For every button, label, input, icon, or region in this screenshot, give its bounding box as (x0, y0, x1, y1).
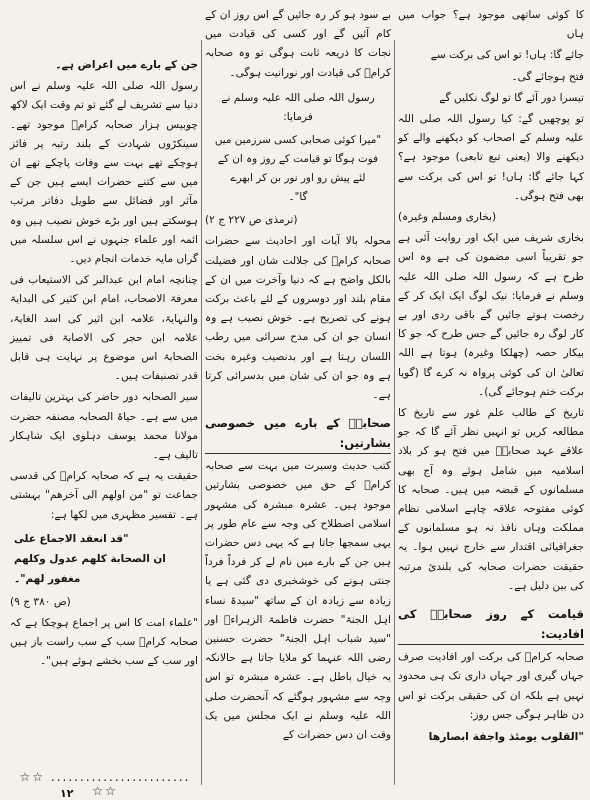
paragraph: محولہ بالا آیات اور احادیث سے حضرات صحابہ کرامؓ کی جلالت شان اور فضیلت بالکل واضح ہے کہ دنیا وآخرت میں ان کے مقام بلند اور دوسروں کے لئے باعث برکت ہونے کی تصریح ہے۔ خوش نصیب ہے وہ انسان جو ان کی مدح سرائی میں رطب اللسان رہتا ہے اور بدنصیب وغیرہ بخت ہے وہ جو ان کی شان میں بدسرائی کرتا ہے۔ (205, 235, 391, 402)
paragraph: "علماء امت کا اس پر اجماع ہوچکا ہے کہ صحابہ کرامؓ سب کے سب راست باز ہیں اور سب کے سب بخشے ہوئے ہیں"۔ (10, 617, 198, 668)
paragraph: تیسرا دور آئے گا تو لوگ نکلیں گے (439, 91, 584, 104)
quote-line: لئے پیش رو اور نور بن کر ابھرے (230, 172, 366, 185)
paragraph: کا کوئی ساتھی موجود ہے؟ جواب میں ہاں (398, 9, 584, 41)
arabic-quote-block (10, 529, 198, 589)
paragraph: تاریخ کے طالب علم غور سے تاریخ کا مطالعہ کریں تو انہیں نظر آئے گا کہ جو علاقے عہد صحابہؓ میں فتح ہو کر بلاد اسلامیہ میں شامل ہوئے وہ آج بھی مسلمانوں کے قبضہ میں ہیں۔ صحابہ کا کوئی مفتوحہ علاقہ چاہے اسلامی نظام مملکت وہاں نافذ نہ ہو مسلمانوں کے جغرافیائی اقتدار سے خارج نہیں ہوا۔ یہ حقیقت حضرات صحابہ کی بلندیٔ مرتبہ کی بین دلیل ہے۔ (398, 407, 584, 592)
quote-line: گا"۔ (288, 191, 308, 204)
left-column (10, 6, 198, 674)
reference: (بخاری ومسلم وغیرہ) (398, 211, 497, 224)
right-column (398, 6, 584, 749)
arabic-line: "قد انعقد الاجماع على (14, 532, 129, 545)
reference: (ص ۳۸۰ ج ۹) (10, 595, 71, 608)
paragraph: حقیقت یہ ہے کہ صحابہ کرامؓ کی قدسی جماعت تو "من اولھم الی آخرھم" بہشتی ہے۔ تفسیر مظہری میں لکھا ہے: (10, 470, 198, 521)
paragraph: فتح ہوجائے گی۔ (511, 70, 584, 83)
hadith-quote (205, 131, 391, 207)
paragraph: جائے گا: ہاں! تو اس کی برکت سے (430, 49, 584, 62)
arabic-quote: "القلوب يومئذ واجفة ابصارها (428, 729, 584, 743)
paragraph: تو پوچھیں گے: کیا رسول اللہ صلی اللہ علیہ وسلم کے اصحاب کو دیکھنے والے کو دیکھنے والا (یعنی تبع تابعی) موجود ہے؟ کہا جائے گا: ہاں! تو اس کی برکت سے بھی فتح ہوگی۔ (398, 113, 584, 202)
arabic-line: مغفور لهم"۔ (14, 572, 81, 585)
paragraph: رسول اللہ صلی اللہ علیہ وسلم نے اس دنیا سے تشریف لے گئے تو تم وقت ایک لاکھ چوبیس ہزار صحابہ کرامؓ موجود تھے۔ سینکڑوں شہادت کے بلند رتبہ پر فائز ہوچکے تھے بہت سے وفات پاچکے تھے ان میں سے کتنے حضرات ایسے ہیں جن کے مآثر اور فضائل سے طویل دفاتر مرتب ہوسکتے ہیں اور بڑے خوش نصیب ہیں وہ ائمہ اور علماء جنہوں نے اس سلسلہ میں گراں مایہ خدمات انجام دیں۔ (10, 80, 198, 266)
page-number: ۱۲ (60, 787, 74, 800)
quote-line: فوت ہوگا تو قیامت کے روز وہ ان کے (217, 153, 379, 166)
end-ornament: ☆☆ ........................ ☆☆ (19, 770, 191, 798)
paragraph: بے سود ہو کر رہ جائیں گے اس روز ان کے کام آئیں گے اور کسی کی قیادت میں نجات کا ذریعہ ثابت ہوگی تو وہ صحابہ کرامؓ کی قیادت اور نورانیت ہوگی۔ (205, 9, 391, 79)
paragraph: صحابہ کرامؓ کی برکت اور افادیت صرف جہاں گیری اور جہاں داری تک ہی محدود نہیں ہے بلکہ ان کی حقیقی برکت تو اس دن ظاہر ہوگی جس روز: (398, 651, 584, 721)
quote-line: "میرا کوئی صحابی کسی سرزمین میں (214, 134, 382, 147)
section-heading: صحابہؓ کے بارے میں خصوصی بشارتیں: (205, 413, 391, 454)
paragraph: بخاری شریف میں ایک اور روایت آئی ہے جو تقریباً اسی مضمون کی ہے وہ اس طرح ہے کہ رسول اللہ صلی اللہ علیہ وسلم نے فرمایا: نیک لوگ ایک ایک کر کے رخصت ہوتے جائیں گے باقی ردی اور بے کار لوگ رہ جائیں گے جس طرح کہ جو کا بیکار حصہ (چھلکا وغیرہ) ہوتا ہے اللہ تعالیٰ ان کی کوئی پرواہ نہ کرے گا (گویا برکت ختم ہوجائے گی)۔ (398, 232, 584, 398)
middle-column (205, 6, 391, 747)
column-divider (201, 40, 202, 785)
section-fragment: جن کے بارے میں اعراض ہے۔ (55, 59, 198, 71)
hadith-intro: رسول اللہ صلی اللہ علیہ وسلم نے فرمایا: (221, 91, 375, 124)
column-divider (394, 40, 395, 785)
paragraph: کتب حدیث وسیرت میں بہت سے صحابہ کرامؓ کے حق میں خصوصی بشارتیں موجود ہیں۔ عشرہ مبشرہ کی مشہور اسلامی اصطلاح کی وجہ سے عام طور پر یہی سمجھا جاتا ہے کہ یہی دس حضرات ہیں جن کے بارے میں نام لے کر فرداً فرداً جنتی ہونے کی خوشخبری دی گئی ہے یا زیادہ سے زیادہ ان کے ساتھ "سیدۃ نساء اہل الجنۃ" حضرت فاطمۃ الزہراءؓ اور "سید شباب اہل الجنۃ" حضرت حسنین رضی اللہ عنہما کو ملایا جاتا ہے حالانکہ یہ خیال باطل ہے۔ عشرہ مبشرہ تو اس وجہ سے مشہور ہوگئے کہ آنحضرت صلی اللہ علیہ وسلم نے ایک مجلس میں یک وقت ان دس حضرات کے (205, 460, 391, 742)
section-heading: قیامت کے روز صحابہؓ کی افادیت: (398, 604, 584, 645)
arabic-line: ان الصحابة كلهم عدول وكلهم (14, 552, 166, 565)
reference: (ترمذی ص ۲۲۷ ج ۲) (205, 214, 298, 227)
paragraph: سیر الصحابہ دور حاضر کی بہترین تالیفات میں سے ہے۔ حیاۃ الصحابہ مصنفہ حضرت مولانا محمد یوسف دہلوی ایک شاہکار تالیف ہے۔ (10, 391, 198, 462)
paragraph: چنانچہ امام ابن عبدالبر کی الاستیعاب فی معرفۃ الاصحاب، امام ابن کثیر کی البدایۃ والنہایۃ، علامہ ابن اثیر کی اسد الغابۃ، علامہ ابن حجر کی الاصابۃ فی تمییز الصحابۃ اس موضوع پر نہایت ہی قابل قدر تصنیفات ہیں۔ (10, 274, 198, 383)
